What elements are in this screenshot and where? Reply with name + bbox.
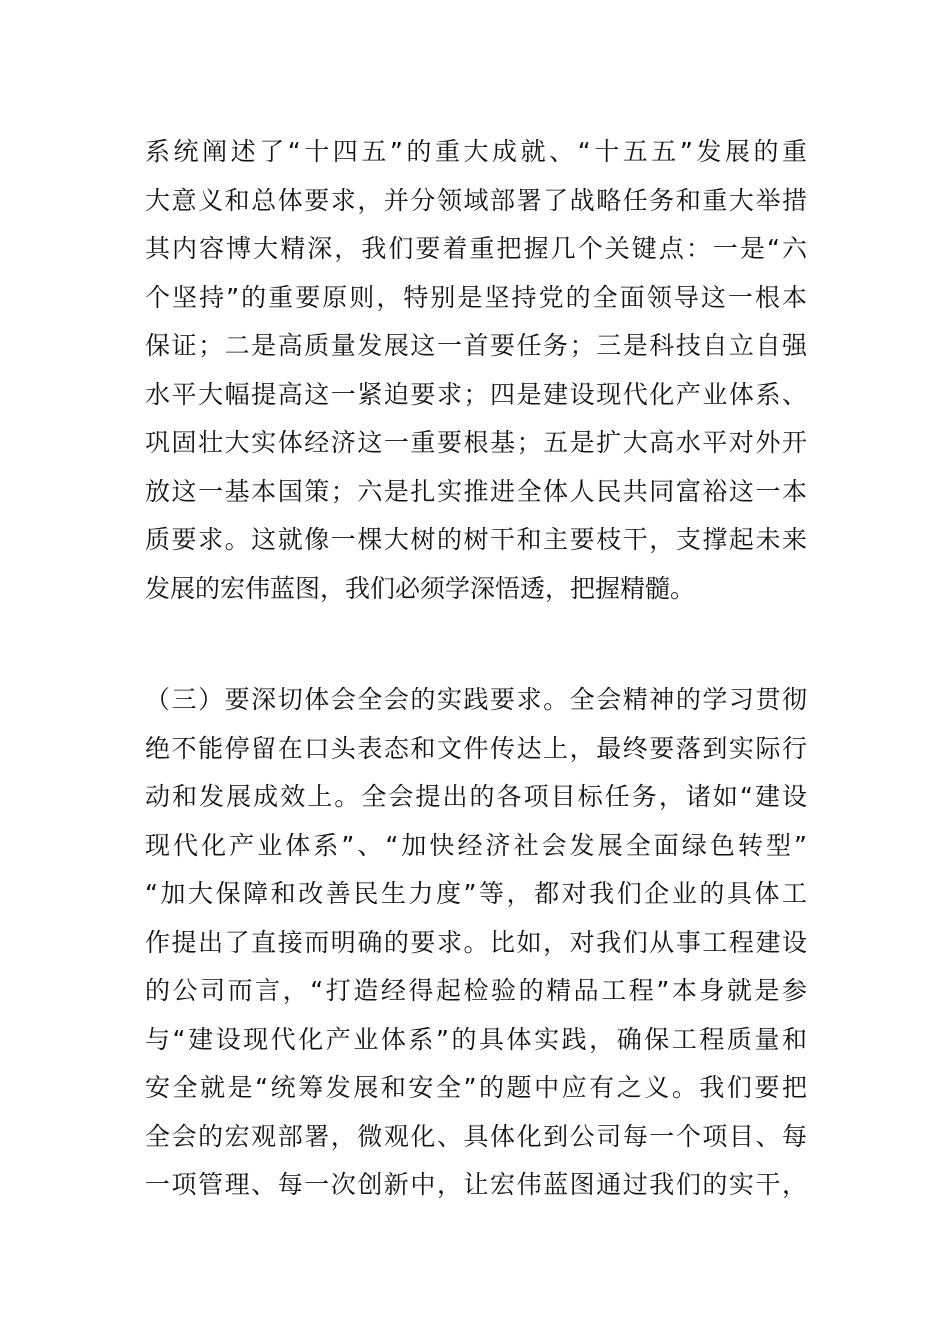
text-line: 作提出了直接而明确的要求。比如，对我们从事工程建设 bbox=[145, 927, 807, 957]
text-line: 的公司而言，“打造经得起检验的精品工程”本身就是参 bbox=[145, 976, 807, 1005]
text-line: 质要求。这就像一棵大树的树干和主要枝干，支撑起未来 bbox=[145, 525, 807, 554]
text-line: 一项管理、每一次创新中，让宏伟蓝图通过我们的实干， bbox=[145, 1170, 807, 1199]
text-line: 安全就是“统筹发展和安全”的题中应有之义。我们要把 bbox=[145, 1073, 807, 1102]
text-line: “加大保障和改善民生力度”等，都对我们企业的具体工 bbox=[145, 879, 807, 908]
text-line: （三）要深切体会全会的实践要求。全会精神的学习贯彻 bbox=[145, 685, 807, 714]
text-line: 动和发展成效上。全会提出的各项目标任务，诸如“建设 bbox=[145, 782, 807, 811]
text-line: 巩固壮大实体经济这一重要根基；五是扩大高水平对外开 bbox=[145, 428, 807, 457]
text-line: 大意义和总体要求，并分领域部署了战略任务和重大举措 bbox=[145, 185, 807, 215]
text-line: 发展的宏伟蓝图，我们必须学深悟透，把握精髓。 bbox=[145, 573, 696, 603]
paragraph-key-points bbox=[145, 128, 807, 613]
text-line: 绝不能停留在口头表态和文件传达上，最终要落到实际行 bbox=[145, 733, 807, 763]
text-line: 放这一基本国策；六是扎实推进全体人民共同富裕这一本 bbox=[145, 476, 807, 506]
text-line: 系统阐述了“十四五”的重大成就、“十五五”发展的重 bbox=[145, 137, 807, 166]
text-line: 水平大幅提高这一紧迫要求；四是建设现代化产业体系、 bbox=[145, 379, 807, 409]
text-line: 个坚持”的重要原则，特别是坚持党的全面领导这一根本 bbox=[145, 282, 807, 312]
text-line: 其内容博大精深，我们要着重把握几个关键点：一是“六 bbox=[145, 234, 807, 263]
text-line: 保证；二是高质量发展这一首要任务；三是科技自立自强 bbox=[145, 331, 807, 360]
text-line: 与“建设现代化产业体系”的具体实践，确保工程质量和 bbox=[145, 1024, 807, 1054]
paragraph-practice-requirements bbox=[145, 676, 807, 1210]
text-line: 全会的宏观部署，微观化、具体化到公司每一个项目、每 bbox=[145, 1121, 807, 1151]
text-line: 现代化产业体系”、“加快经济社会发展全面绿色转型” bbox=[145, 830, 807, 860]
